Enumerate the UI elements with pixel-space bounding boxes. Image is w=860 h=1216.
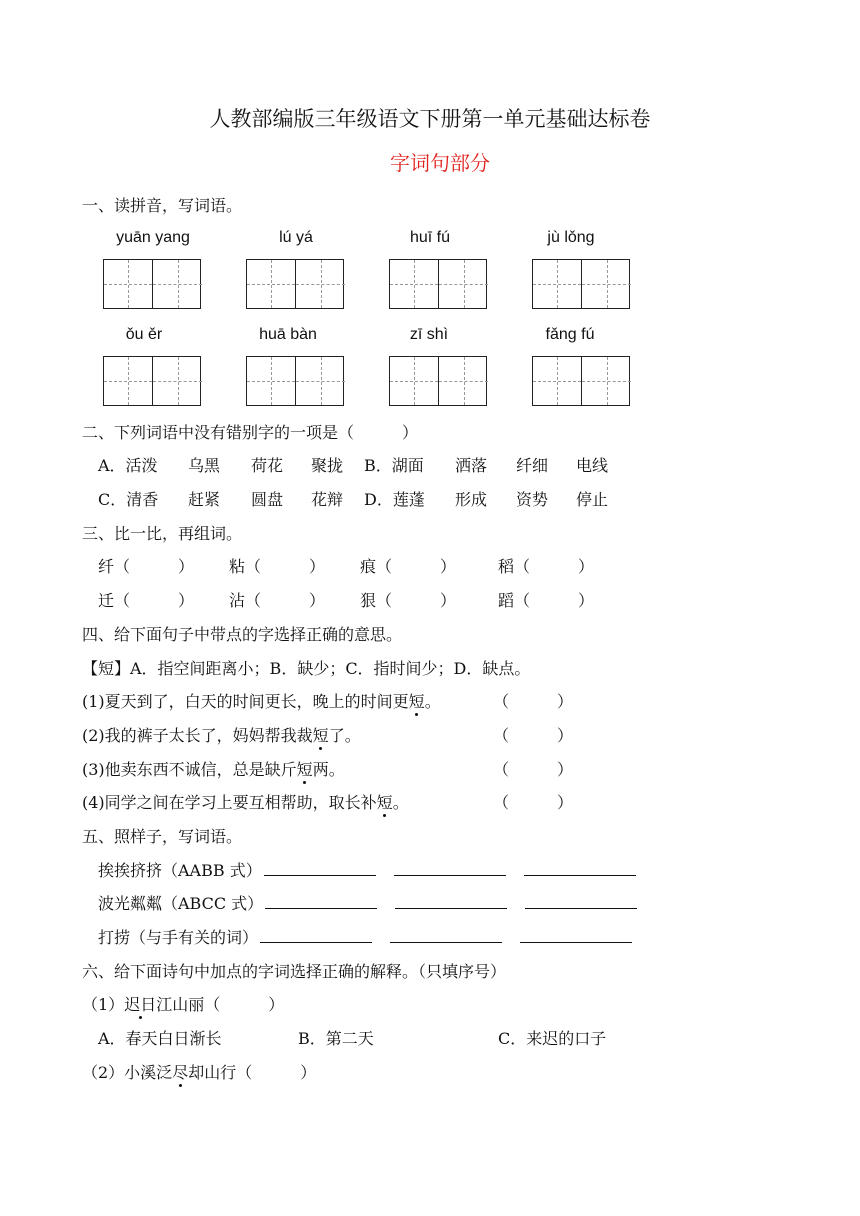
option-word: 资势 [516,490,549,509]
q4-item: (4)同学之间在学习上要互相帮助，取长补短。 [82,793,409,812]
emphasis-char: 短 [312,726,329,745]
q6-option: A．春天白日渐长 [98,1029,222,1048]
q6-option: B．第二天 [298,1029,374,1048]
char-compare: 迁（ ） [98,591,195,610]
writing-box[interactable] [103,259,201,309]
answer-paren[interactable]: （ ） [493,793,574,812]
pinyin-label: ǒu ěr [125,326,163,343]
q4-item: (2)我的裤子太长了，妈妈帮我裁短了。 [82,726,361,745]
writing-box[interactable] [103,356,201,406]
emphasis-word: 迟日 [124,995,157,1014]
q4-item: (3)他卖东西不诚信，总是缺斤短两。 [82,760,345,779]
q5-row: 挨挨挤挤（AABB 式） [98,861,636,881]
writing-box[interactable] [532,259,630,309]
option-word: B．湖面 [364,456,424,475]
pinyin-label: fǎng fú [545,326,595,343]
q4-item: (1)夏天到了，白天的时间更长，晚上的时间更短。 [82,692,441,711]
answer-paren[interactable]: （ ） [493,692,574,711]
answer-blank[interactable] [524,861,636,876]
pinyin-label: huī fú [409,229,451,246]
q2-heading: 二、下列词语中没有错别字的一项是（ ） [82,423,419,442]
answer-blank[interactable] [390,928,502,943]
option-word: 洒落 [455,456,488,475]
char-compare: 痕（ ） [360,557,457,576]
char-compare: 狠（ ） [360,591,457,610]
char-compare: 粘（ ） [229,557,326,576]
char-compare: 稻（ ） [498,557,595,576]
writing-box[interactable] [246,259,344,309]
q5-row: 波光粼粼（ABCC 式） [98,894,637,914]
pinyin-label: yuān yang [116,229,190,246]
q4-heading: 四、给下面句子中带点的字选择正确的意思。 [82,625,403,644]
option-word: 荷花 [251,456,284,475]
q6-heading: 六、给下面诗句中加点的字词选择正确的解释。（只填序号） [82,962,507,981]
option-word: 纤细 [516,456,549,475]
pinyin-label: zī shì [409,326,449,343]
answer-blank[interactable] [525,894,637,909]
option-word: D．莲蓬 [364,490,425,509]
pinyin-label: huā bàn [259,326,317,343]
page-subtitle: 字词句部分 [390,151,490,175]
answer-blank[interactable] [264,861,376,876]
answer-blank[interactable] [520,928,632,943]
option-word: 赶紧 [188,490,221,509]
char-compare: 纤（ ） [98,557,195,576]
answer-blank[interactable] [394,861,506,876]
option-word: 电线 [576,456,609,475]
emphasis-char: 短 [408,692,425,711]
option-word: 形成 [455,490,488,509]
q6-item: （2）小溪泛尽却山行（ ） [82,1063,317,1082]
answer-blank[interactable] [260,928,372,943]
option-word: 聚拢 [311,456,344,475]
writing-box[interactable] [389,259,487,309]
answer-paren[interactable]: （ ） [493,726,574,745]
option-word: 圆盘 [251,490,284,509]
q3-heading: 三、比一比，再组词。 [82,524,243,543]
pinyin-label: lú yá [279,229,313,246]
writing-box[interactable] [246,356,344,406]
q5-row: 打捞（与手有关的词） [98,928,632,948]
answer-blank[interactable] [395,894,507,909]
q6-item: （1）迟日江山丽（ ） [82,995,285,1014]
option-word: C．清香 [98,490,159,509]
emphasis-char: 尽 [172,1063,189,1082]
writing-box[interactable] [532,356,630,406]
q6-option: C．来迟的口子 [498,1029,607,1048]
char-compare: 蹈（ ） [498,591,595,610]
answer-paren[interactable]: （ ） [493,760,574,779]
option-word: 停止 [576,490,609,509]
page-title: 人教部编版三年级语文下册第一单元基础达标卷 [209,107,651,131]
option-word: A．活泼 [98,456,158,475]
answer-blank[interactable] [265,894,377,909]
pinyin-label: jù lǒng [547,229,595,246]
option-word: 乌黑 [188,456,221,475]
q5-heading: 五、照样子，写词语。 [82,827,243,846]
emphasis-char: 短 [376,793,393,812]
writing-box[interactable] [389,356,487,406]
emphasis-char: 短 [296,760,313,779]
q4-definition: 【短】A．指空间距离小；B．缺少；C．指时间少；D．缺点。 [82,659,531,678]
option-word: 花辩 [311,490,344,509]
q1-heading: 一、读拼音，写词语。 [82,196,243,215]
char-compare: 沾（ ） [229,591,326,610]
